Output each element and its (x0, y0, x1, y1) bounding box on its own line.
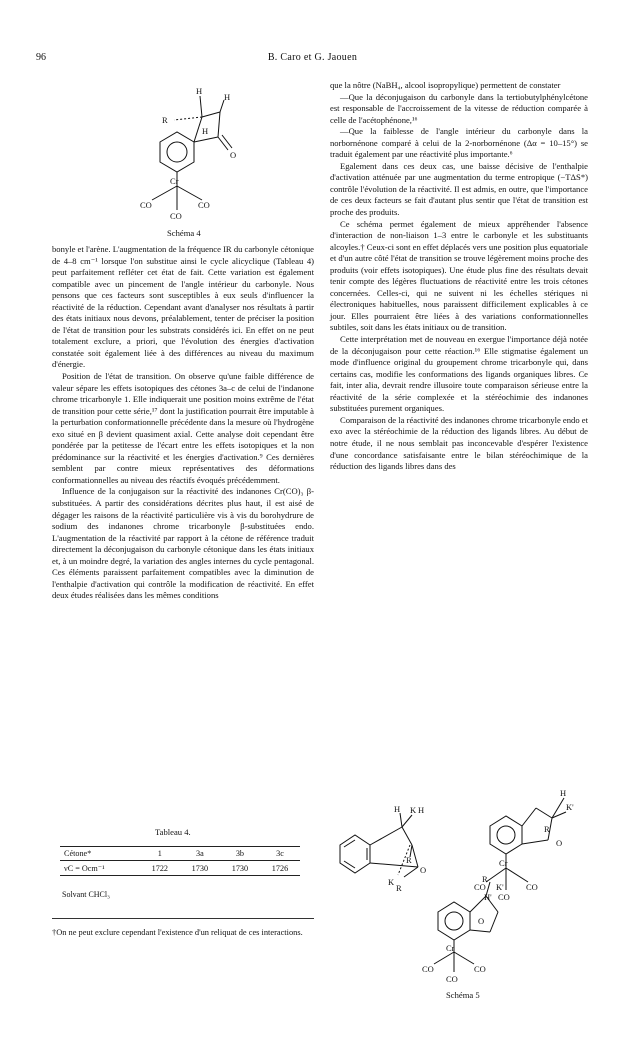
table-header-cell: 3b (235, 849, 244, 858)
right-column (330, 80, 588, 473)
table-header-cell: 3c (276, 849, 284, 858)
running-head: B. Caro et G. Jaouen (267, 52, 358, 63)
scheme5c-co3: CO (446, 974, 458, 984)
scheme5a-kh: K (410, 805, 417, 815)
table-header-cell: 3a (196, 849, 204, 858)
right-paragraph-3: —Que la faiblesse de l'angle intérieur du carbonyle dans la norbornénone comparé à celui de la 2-norbornénone (Δα = 10–15°) se traduit également par une réactivité plus importante.⁶ (330, 126, 588, 160)
table-cell: 1730 (231, 863, 249, 873)
right-paragraph-6: Cette interprétation met de nouveau en exergue l'importance déjà notée de la déconjugaison pour cette réaction.¹⁶ Elle stigmatise également un mode d'influence original du groupement chrome tricarbonyle qui, dans certains cas, modifie les conformations des ligands organiques libres. Ce fait, inter alia, devrait rendre illusoire toute comparaison sérieuse entre la réactivité de la série complexée et la stéréochimie des indanones substituées purement organiques. (330, 334, 588, 414)
scheme5a-r2: R (396, 883, 402, 893)
table-note: Solvant CHCl₃ (62, 890, 110, 899)
scheme-5-structure-c (418, 902, 538, 1042)
left-paragraph-1: bonyle et l'arène. L'augmentation de la fréquence IR du carbonyle cétonique de 4–8 cm⁻¹ lorsque l'on substitue ainsi le cycle alicyclique (Tableau 4) peut parfaitement refléter cet état de fait. Cette variation est également compatible avec un pincement de l'angle intérieur du carbonyle. Nous pensons que ces facteurs sont susceptibles à eux seuls d'influencer la réactivité de la réduction. Cependant avant d'analyser nos résultats à partir des états initiaux nous devons, préalablement, tenter de préciser la position de l'état de transition pour les substrats considérés ici. En effet on ne peut totalement exclure, a priori, que l'évolution des énergies d'activation constatée soit également liée à des différences au niveau du maximum d'énergie. (52, 244, 314, 370)
scheme5a-h2: H (418, 805, 425, 815)
scheme4-h2: H (224, 92, 231, 102)
table-cell: 1730 (191, 863, 209, 873)
scheme-5-structure-a (330, 805, 460, 895)
right-paragraph-7: Comparaison de la réactivité des indanones chrome tricarbonyle endo et exo avec la stéréochimie de la réduction des ligands libres. Au début de notre étude, il ne nous semblait pas inconcevable d'espérer l'existence d'une concordance satisfaisante entre le bilan stéréochimique de la réduction des ligands libres dans des (330, 414, 588, 472)
right-paragraph-5: Ce schéma permet également de mieux appréhender l'absence d'interaction de non-liaison 1–3 entre le carbonyle et les substituants alcoyles.† Ceux-ci sont en effet déplacés vers une position plus equatoriale et d'un autre côté l'état de transition se trouve légèrement moins proche des produits (voir effets isotopiques). Une étude plus fine des résultats devait tenir compte des légères fluctuations de réactivité entre les trois cétones concernées. Celles-ci, qui ne suivent ni les échelles stériques ni électroniques habituelles, nous paraissent difficilement explicables à ce jour. Elles pourraient être liées à des variations conformationnelles subtiles, soit dans les états initiaux ou de transition. (330, 218, 588, 333)
left-paragraph-2: Position de l'état de transition. On observe qu'une faible différence de valeur sépare les effets isotopiques des cétones 3a–c de celui de l'indanone chrome tricarbonyle 1. Elle indiquerait une position moins extrême de l'état de transition pour cette série,¹⁷ dont la justification pourrait être imputable à la perturbation conformationnelle précédente dans la mesure où l'hydrogène exo situé en β devient quasiment axial. Cette analyse doit cependant être pondérée par la petitesse de l'écart entre les effets isotopiques et la non prédominance sur la réactivité et les énergies d'activation.⁹ Ces dernières semblent par contre mieux représentatives des déformations conformationnelles au niveau des réactifs évoqués précédemment. (52, 371, 314, 485)
scheme5b-cr: Cr (499, 858, 508, 868)
scheme4-co1: CO (140, 200, 152, 210)
table-header-cell: 1 (157, 849, 162, 858)
scheme5b-k: K' (566, 802, 574, 812)
scheme-4-caption: Schéma 4 (167, 228, 201, 238)
scheme5b-co1: CO (474, 882, 486, 892)
page-number: 96 (36, 52, 46, 63)
table-cell: 1726 (271, 863, 289, 873)
table-header-cell: Cétone* (64, 849, 92, 858)
right-paragraph-4: Egalement dans ces deux cas, une baisse décisive de l'enthalpie d'activation atténuée par une augmentation du terme entropique (−TΔS*) contrôle l'évolution de la réactivité. Il est admis, en outre, que l'importance de ces deux facteurs se fait d'autant plus sentir que l'état de transition est proche des produits. (330, 160, 588, 218)
scheme5b-co2: CO (526, 882, 538, 892)
left-paragraph-3: Influence de la conjugaison sur la réactivité des indanones Cr(CO)₃ β-substituées. A partir des considérations décrites plus haut, il est aisé de dégager les raisons de la réactivité particulière vis à vis du borohydrure de sodium des indanones chrome tricarbonyle β-substituées endo. L'augmentation de la réactivité par rapport à la cétone de référence traduit directement la déconjugaison du carbonyle cétonique dans les états initiaux et, à un moindre degré, la variation des angles internes du cycle pentagonal. Ces éléments paraissent parfaitement compatibles avec la diminution de l'enthalpie d'activation qui contrôle la modification de réactivité. En effet deux études réalisées dans les mêmes conditions (52, 486, 314, 601)
scheme5b-h: H (560, 788, 567, 798)
scheme5c-co1: CO (422, 964, 434, 974)
right-paragraph-1: que la nôtre (NaBH₄, alcool isopropylique) permettent de constater (330, 80, 561, 90)
left-column (52, 244, 314, 602)
ir-frequency-table (60, 846, 300, 876)
scheme5b-co3: CO (498, 892, 510, 902)
scheme5c-k: K' (496, 882, 504, 892)
scheme4-r: R (162, 115, 168, 125)
scheme4-co2: CO (198, 200, 210, 210)
right-paragraph-2: —Que la déconjugaison du carbonyle dans la tertiobutylphénylcétone est responsable de l'accroissement de la vitesse de réduction comparée à celle de l'acétophénone,¹⁶ (330, 91, 588, 125)
scheme5c-cr: Cr (446, 943, 455, 953)
scheme4-o: O (230, 150, 237, 160)
table-title: Tableau 4. (155, 827, 191, 837)
scheme4-cr: Cr (170, 176, 179, 186)
scheme4-h3: H (202, 126, 209, 136)
scheme-5-structure-c-top (470, 874, 550, 914)
scheme-5-caption: Schéma 5 (446, 990, 480, 1000)
table-cell: νC = Ocm⁻¹ (64, 864, 105, 873)
scheme5a-k: K (388, 877, 395, 887)
scheme5c-h: H' (484, 892, 492, 902)
scheme4-co3: CO (170, 211, 182, 221)
scheme5a-h: H (394, 804, 401, 814)
table-cell: 1722 (151, 863, 168, 873)
scheme5c-co2: CO (474, 964, 486, 974)
scheme4-h1: H (196, 86, 203, 96)
scheme5b-r: R (544, 824, 550, 834)
scheme5a-r: R (406, 855, 412, 865)
scheme5c-o: O (478, 916, 485, 926)
footnote: †On ne peut exclure cependant l'existence d'un reliquat de ces interactions. (52, 918, 314, 938)
scheme-4-structure (110, 82, 310, 222)
scheme5b-o: O (556, 838, 563, 848)
scheme5c-r: R (482, 874, 488, 884)
scheme5a-o: O (420, 865, 427, 875)
